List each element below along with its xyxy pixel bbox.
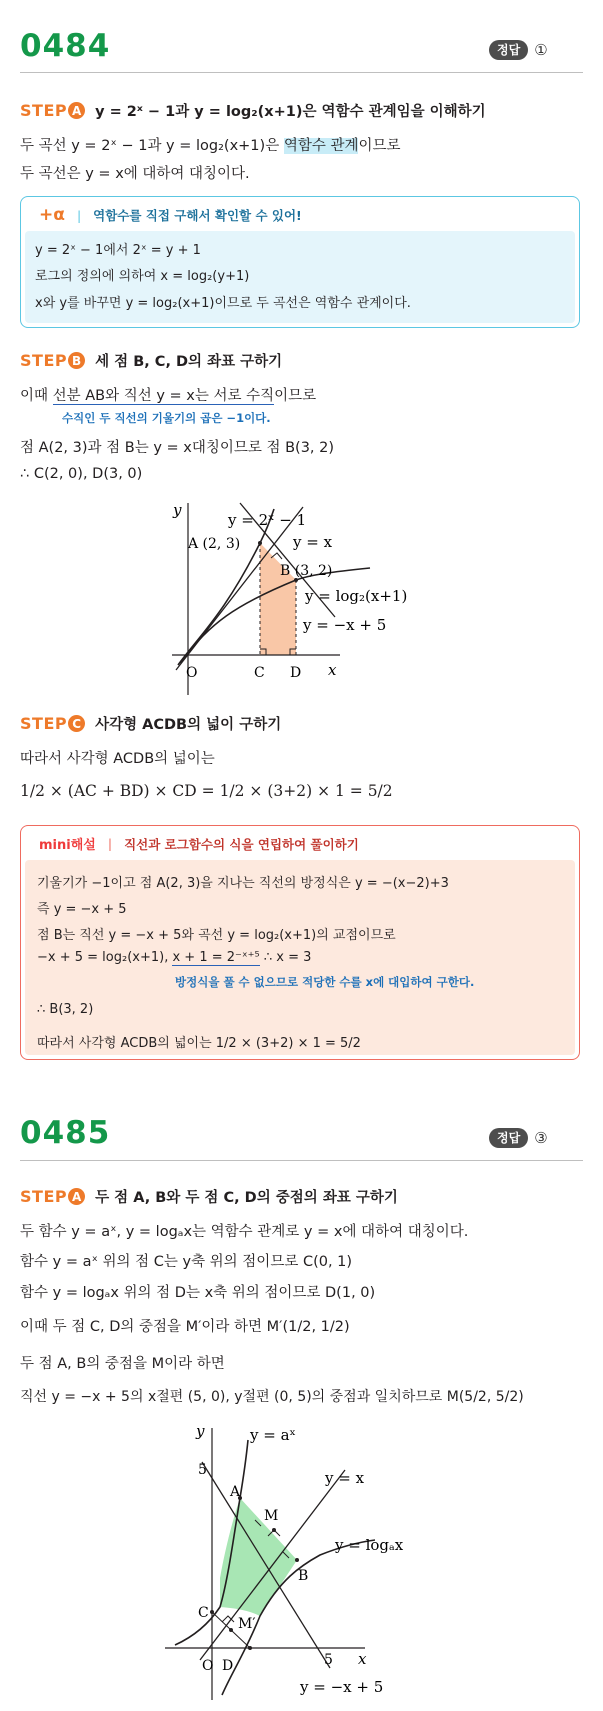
box-line: 점 B는 직선 y = −x + 5와 곡선 y = log₂(x+1)의 교점이므로 (37, 928, 396, 943)
answer-tag: 정답 (489, 1128, 528, 1148)
text-line: 이때 두 점 C, D의 중점을 M′이라 하면 M′(1/2, 1/2) (20, 1319, 350, 1335)
point-d-label: D (222, 1658, 234, 1674)
point-b-label: B (298, 1568, 309, 1584)
text-line: 두 곡선은 y = x에 대하여 대칭이다. (20, 166, 250, 182)
mini-solution-box (20, 825, 580, 1060)
curve-log-label: y = log₂(x+1) (305, 587, 408, 605)
plus-alpha-icon: +α (39, 205, 65, 225)
point-m (272, 1528, 276, 1532)
step-label: STEP (20, 1187, 68, 1206)
box-line: 기울기가 −1이고 점 A(2, 3)을 지나는 직선의 방정식은 y = −(x−2)+3 (37, 876, 449, 891)
step-letter: A (68, 1188, 85, 1205)
point-c-label: C (198, 1605, 209, 1621)
line-yx-label: y = x (325, 1469, 365, 1487)
origin-label: O (186, 665, 198, 681)
area-formula: 1/2 × (AC + BD) × CD = 1/2 × (3+2) × 1 = 5/2 (20, 782, 393, 800)
step-title: y = 2ˣ − 1과 y = log₂(x+1)은 역함수 관계임을 이해하기 (95, 104, 486, 120)
text-line: 두 함수 y = aˣ, y = logₐx는 역함수 관계로 y = x에 대하여 대칭이다. (20, 1224, 469, 1240)
text-line: 함수 y = aˣ 위의 점 C는 y축 위의 점이므로 C(0, 1) (20, 1254, 353, 1270)
text-line: ∴ C(2, 0), D(3, 0) (20, 466, 143, 482)
box-title: 역함수를 직접 구해서 확인할 수 있어! (93, 208, 302, 223)
problem-number: 0484 (20, 28, 111, 64)
step-title: 두 점 A, B와 두 점 C, D의 중점의 좌표 구하기 (95, 1190, 398, 1206)
text-line: 함수 y = logₐx 위의 점 D는 x축 위의 점이므로 D(1, 0) (20, 1285, 376, 1301)
line-y-eq-x (200, 1470, 345, 1660)
step-label: STEP (20, 101, 68, 120)
point-a-label: A (230, 1484, 241, 1500)
separator: | (76, 207, 82, 223)
y-axis-label: y (173, 501, 182, 519)
divider (20, 72, 583, 73)
annotation-note: 수직인 두 직선의 기울기의 곱은 −1이다. (62, 411, 271, 425)
answer-tag: 정답 (489, 40, 528, 60)
point-c-label: C (254, 665, 265, 681)
line-neg-x-plus-5 (202, 1462, 330, 1668)
point-m-label: M (264, 1508, 279, 1524)
underlined-text: x + 1 = 2⁻ˣ⁺⁵ (172, 950, 260, 965)
line-label: y = −x + 5 (303, 616, 387, 634)
point-d-label: D (290, 665, 302, 681)
point-a-label: A (2, 3) (188, 536, 241, 552)
point-m-prime (229, 1628, 233, 1632)
text-line: 점 A(2, 3)과 점 B는 y = x대칭이므로 점 B(3, 2) (20, 440, 335, 456)
box-line: ∴ B(3, 2) (37, 1002, 94, 1017)
text-line (20, 384, 316, 405)
step-letter: C (68, 715, 85, 732)
shaded-region (220, 1498, 297, 1616)
y-axis-label: y (196, 1422, 205, 1440)
text-span: 이므로 (358, 138, 401, 154)
curve-log-label: y = logₐx (335, 1536, 404, 1554)
text-span: 두 곡선 y = 2ˣ − 1과 y = log₂(x+1)은 (20, 138, 284, 154)
line-yx-label: y = x (293, 533, 333, 551)
curve-exp-label: y = aˣ (250, 1426, 296, 1444)
step-letter: B (68, 352, 85, 369)
text-span: 이때 (20, 388, 53, 404)
point-m-prime-label: M′ (238, 1616, 256, 1632)
line-label: y = −x + 5 (300, 1678, 384, 1696)
step-label: STEP (20, 351, 68, 370)
x-axis-label: x (328, 661, 337, 679)
box-line: 따라서 사각형 ACDB의 넓이는 1/2 × (3+2) × 1 = 5/2 (37, 1036, 361, 1051)
text-span: ∴ x = 3 (259, 950, 312, 965)
text-span: −x + 5 = log₂(x+1), (37, 950, 173, 965)
answer-value: ① (534, 41, 548, 59)
answer-value: ③ (534, 1129, 548, 1147)
curve-exp-label: y = 2ˣ − 1 (228, 511, 307, 529)
point-d (248, 1646, 252, 1650)
origin-label: O (202, 1658, 214, 1674)
step-a-heading (20, 100, 486, 121)
box-line (37, 950, 311, 965)
step-letter: A (68, 102, 85, 119)
answer-badge (489, 40, 548, 60)
point-c (210, 1610, 214, 1614)
box-header (39, 205, 302, 225)
text-line: 따라서 사각형 ACDB의 넓이는 (20, 751, 215, 767)
box-line: 즉 y = −x + 5 (37, 902, 127, 917)
y-intercept-label: 5 (198, 1462, 207, 1478)
box-line: x와 y를 바꾸면 y = log₂(x+1)이므로 두 곡선은 역함수 관계이다. (35, 296, 411, 311)
highlight-text: 역함수 관계 (283, 138, 359, 154)
answer-badge (489, 1128, 548, 1148)
plus-alpha-box (20, 196, 580, 328)
step-title: 세 점 B, C, D의 좌표 구하기 (95, 354, 283, 370)
annotation-note: 방정식을 풀 수 없으므로 적당한 수를 x에 대입하여 구한다. (175, 975, 475, 989)
point-b (295, 1558, 299, 1562)
graph-0485 (160, 1410, 460, 1705)
x-axis-label: x (358, 1650, 367, 1668)
mini-label: mini해설 (39, 838, 96, 853)
text-line (20, 134, 401, 155)
step-a-heading (20, 1186, 398, 1207)
box-line: y = 2ˣ − 1에서 2ˣ = y + 1 (35, 243, 201, 258)
text-span: 이므로 (274, 388, 317, 404)
graph-0484 (160, 495, 460, 700)
box-body (25, 860, 575, 1055)
step-b-heading (20, 350, 282, 371)
problem-number: 0485 (20, 1115, 111, 1151)
box-body (25, 231, 575, 323)
box-line: 로그의 정의에 의하여 x = log₂(y+1) (35, 269, 250, 284)
step-c-heading (20, 713, 281, 734)
shaded-region (260, 543, 296, 655)
point-b-label: B (3, 2) (280, 563, 333, 579)
divider (20, 1160, 583, 1161)
box-header (39, 834, 359, 853)
separator: | (107, 836, 113, 851)
box-title: 직선과 로그함수의 식을 연립하여 풀이하기 (124, 836, 359, 852)
step-title: 사각형 ACDB의 넓이 구하기 (95, 717, 282, 733)
step-label: STEP (20, 714, 68, 733)
x-intercept-label: 5 (324, 1652, 333, 1668)
text-line: 두 점 A, B의 중점을 M이라 하면 (20, 1356, 225, 1372)
point-a (258, 541, 262, 545)
text-line: 직선 y = −x + 5의 x절편 (5, 0), y절편 (0, 5)의 중점과 일치하므로 M(5/2, 5/2) (20, 1389, 524, 1405)
underlined-text: 선분 AB와 직선 y = x는 서로 수직 (52, 388, 275, 404)
